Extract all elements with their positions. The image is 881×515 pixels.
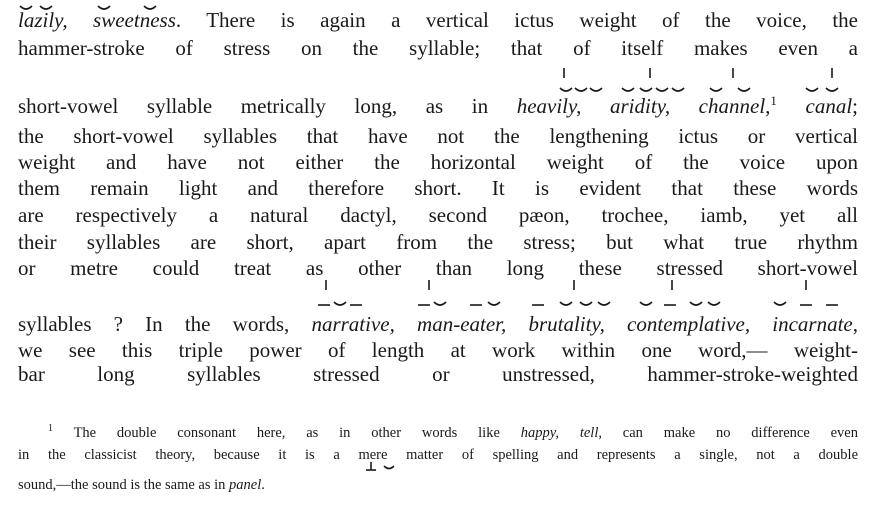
body-line-5 [18,150,858,174]
italic-words: heavily, aridity, channel, [516,94,771,118]
line-text: sound,—the sound is the same as in [18,477,230,493]
footnote-ref: 1 [770,93,777,108]
body-line-3 [18,94,858,118]
italic-words: panel [229,477,262,493]
line-text: short-vowel syllable metrically long, as in [18,94,517,118]
footnote-line-3 [18,476,858,494]
body-line-7 [18,203,858,227]
line-text: in the classicist theory, because it is a mere matter of spelling and represents a single, not a double [18,447,858,463]
line-text: are respectively a natural dactyl, second pæon, trochee, iamb, yet all [18,203,858,227]
line-text: . [261,477,265,493]
line-text: weight and have not either the horizontal weight of the voice upon [18,150,858,174]
body-line-9 [18,256,858,280]
line-text: ; [852,94,859,118]
body-line-1 [18,8,858,32]
body-line-8 [18,230,858,254]
breve-marks-line-3 [560,88,838,91]
line-text: hammer-stroke of stress on the syllable; that of itself makes even a [18,36,858,60]
line-text: we see this triple power of length at work within one word,— weight- [18,338,858,362]
body-line-11 [18,338,858,362]
line-text: their syllables are short, apart from the stress; but what true rhythm [18,230,858,254]
line-text: them remain light and therefore short. It is evident that these words [18,176,858,200]
ictus-marks-line-3 [564,68,832,78]
ictus-marks-line-10 [326,280,806,290]
italic-words: narrative, man-eater, brutality, contemplative, incarnate [311,312,853,336]
italic-words: canal [805,94,853,118]
line-text: , can make no difference even [598,425,858,441]
body-line-6 [18,176,858,200]
line-text: . There is again a vertical ictus weight of the voice, the [175,8,858,32]
line-text: bar long syllables stressed or unstressed, hammer-stroke-weighted [18,362,858,386]
body-line-4 [18,124,858,148]
body-line-2 [18,36,858,60]
italic-words: happy, tell [520,425,599,441]
line-text: The double consonant here, as in other words like [53,425,521,441]
footnote-line-2 [18,446,858,464]
line-text: or metre could treat as other than long these stressed short-vowel [18,256,858,280]
footnote-line-1 [48,424,858,442]
line-text [777,94,806,118]
line-text: the short-vowel syllables that have not the lengthening ictus or vertical [18,124,858,148]
italic-words: lazily, sweetness [18,8,176,32]
line-text: syllables ? In the words, [18,312,312,336]
body-line-10 [18,312,858,336]
body-line-12 [18,362,858,386]
macron-breve-marks-line-10 [318,302,838,305]
line-text: , [852,312,859,336]
footnote-marker: 1 [48,423,53,435]
